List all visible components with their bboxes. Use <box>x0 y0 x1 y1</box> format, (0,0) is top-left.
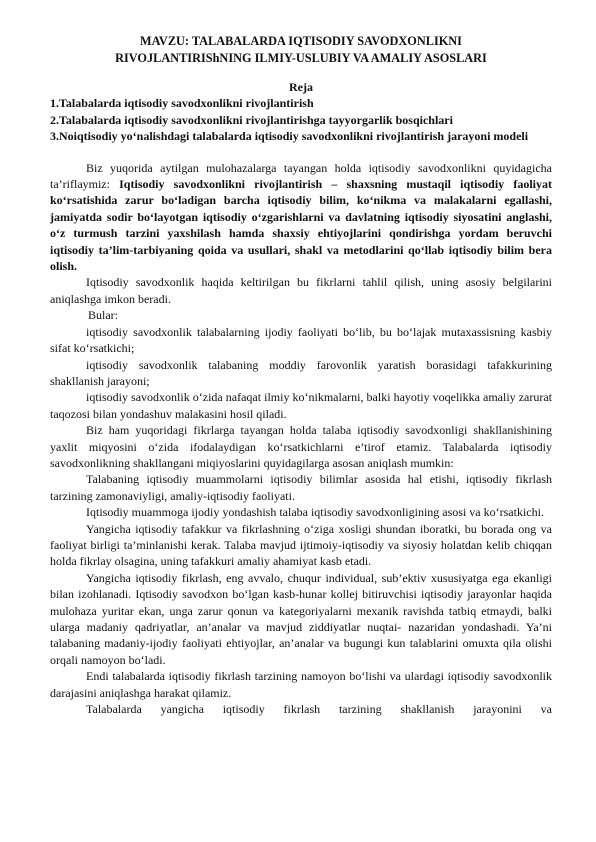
paragraph: Yangicha iqtisodiy tafakkur va fikrlashning o‘ziga xosligi shundan iboratki, bu borada ong va faoliyat birligi ta’minlanishi kerak. Talaba mavjud ijtimoiy-iqtisodiy va siyosiy holatdan kelib chiqqan holda fikrlay olsagina, uning tafakkuri amaliy ahamiyat kasb etadi. <box>50 521 552 569</box>
list-item: iqtisodiy savodxonlik talabalarning ijodiy faoliyati bo‘lib, bu bo‘lajak mutaxassisning kasbiy sifat ko‘rsatkichi; <box>50 324 552 356</box>
document-title <box>50 33 552 67</box>
plan-item: 3.Noiqtisodiy yo‘nalishdagi talabalarda iqtisodiy savodxonlikni rivojlantirish jarayoni modeli <box>50 129 529 144</box>
paragraph: Yangicha iqtisodiy fikrlash, eng avvalo, chuqur individual, sub’ektiv xususiyatga ega ekanligi bilan izohlanadi. Iqtisodiy savodxon bo‘lgan kasb-hunar kollej bitiruvchisi iqtisodiy jarayonlar haqida mulohaza yuritar ekan, unga zarur qonun va kategoriyalarni mexanik ravishda tatbiq etmaydi, balki ularga madaniy qadriyatlar, an’analar va mavjud ziddiyatlar nuqtai- nazaridan yondashadi. Ya’ni talabaning madaniy-ijodiy faoliyati ehtiyojlar, an’analar va bugungi kun talablarini omuxta qila olishi orqali namoyon bo‘ladi. <box>50 570 552 667</box>
paragraph: Talabalarda yangicha iqtisodiy fikrlash tarzining shakllanish jarayonini va <box>86 702 552 717</box>
plan-item: 2.Talabalarda iqtisodiy savodxonlikni rivojlantirishga tayyorgarlik bosqichlari <box>50 112 453 127</box>
definition-bold: Iqtisodiy savodxonlikni rivojlantirish – shaxsning mustaqil iqtisodiy faoliyat ko‘rsatishida zarur bo‘ladigan barcha iqtisodiy bilim, ko‘nikma va malakalarni egallashi, jamiyatda sodir bo‘layotgan iqtisodiy o‘zgarishlarni va davlatning iqtisodiy siyosatini anglashi, o‘z turmush tarzini yaxshilash hamda shaxsiy ehtiyojlarini qondirishga yordam beruvchi iqtisodiy ta’lim-tarbiyaning qoida va usullari, shakl va metodlarini qo‘llab iqtisodiy bilim bera olish. <box>50 177 552 274</box>
definition-paragraph <box>50 160 552 275</box>
plan-item: 1.Talabalarda iqtisodiy savodxonlikni rivojlantirish <box>50 96 314 111</box>
paragraph: Iqtisodiy savodxonlik haqida keltirilgan bu fikrlarni tahlil qilish, uning asosiy belgilarini aniqlashga imkon beradi. <box>50 275 552 306</box>
plan-heading: Reja <box>289 80 313 94</box>
list-item: iqtisodiy savodxonlik talabaning moddiy farovonlik yaratish borasidagi tafakkurining shakllanish jarayoni; <box>50 357 552 388</box>
paragraph: Talabaning iqtisodiy muammolarni iqtisodiy bilimlar asosida hal etishi, iqtisodiy fikrlash tarzining zamonaviyligi, amaliy-iqtisodiy faoliyati. <box>50 472 552 503</box>
paragraph: Iqtisodiy muammoga ijodiy yondashish talaba iqtisodiy savodxonligining asosi va ko‘rsatkichi. <box>86 505 544 520</box>
document-page <box>50 33 552 717</box>
paragraph: Biz ham yuqoridagi fikrlarga tayangan holda talaba iqtisodiy savodxonligi shakllanishining yaxlit miqyosini o‘zida ifodalaydigan ko‘rsatkichlarni e’tirof etamiz. Talabalarda iqtisodiy savodxonlikning shakllangani miqiyoslarini quyidagilarga asosan aniqlash mumkin: <box>50 423 552 470</box>
definition-intro: Biz yuqorida aytilgan mulohazalarga tayangan holda iqtisodiy savodxonlikni quyidagicha ta’riflaymiz: <box>50 160 552 192</box>
bular-label: Bular: <box>88 308 118 323</box>
plan-list <box>50 95 552 144</box>
title-line-1: MAVZU: TALABALARDA IQTISODIY SAVODXONLIKNI <box>140 34 462 48</box>
title-line-2: RIVOJLANTIRIShNING ILMIY-USLUBIY VA AMALIY ASOSLARI <box>115 51 487 65</box>
paragraph: Endi talabalarda iqtisodiy fikrlash tarzining namoyon bo‘lishi va ulardagi iqtisodiy savodxonlik darajasini aniqlashga harakat qilamiz. <box>50 669 552 700</box>
list-item: iqtisodiy savodxonlik o‘zida nafaqat ilmiy ko‘nikmalarni, balki hayotiy voqelikka amaliy zarurat taqozosi bilan yondashuv malakasini hosil qiladi. <box>50 390 552 421</box>
